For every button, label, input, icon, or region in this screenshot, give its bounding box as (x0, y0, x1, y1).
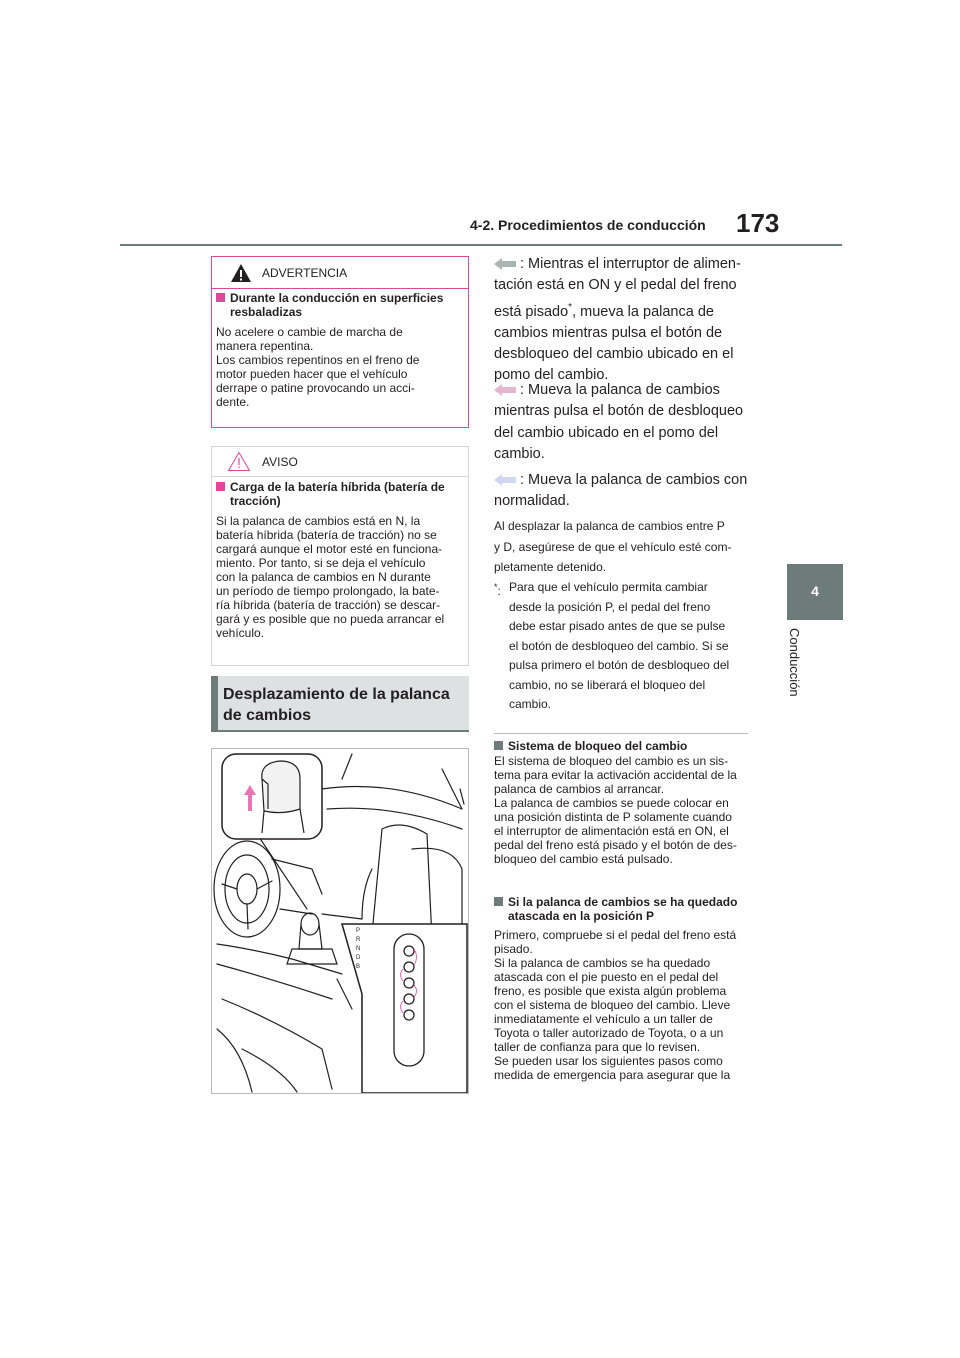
text-line: atascada con el pie puesto en el pedal del (494, 970, 719, 984)
bullet-square-icon (494, 741, 503, 750)
text-line: Primero, compruebe si el pedal del freno está (494, 928, 737, 942)
text-line: con la palanca de cambios en N durante (216, 570, 431, 584)
footnote-body (494, 578, 756, 715)
text-line: cambio. (494, 445, 545, 462)
heading-bar (211, 676, 218, 732)
text-line: pletamente detenido. (494, 560, 607, 574)
text-line: con el sistema de bloqueo del cambio. Lleve (494, 998, 731, 1012)
gray-arrow-icon (494, 258, 516, 270)
text-line: tación está en ON y el pedal del freno (494, 277, 737, 294)
text-line: una posición distinta de P solamente cuando (494, 810, 732, 824)
text-line: pedal del freno está pisado y el botón de des- (494, 838, 737, 852)
text-line (494, 380, 756, 401)
gear-label-r: R (356, 937, 361, 943)
gear-label-b: B (356, 964, 361, 970)
instruction-3-text: : Mueva la palanca de cambios con (520, 472, 748, 488)
shift-lever-illustration (211, 748, 469, 1094)
text-line: derrape o patine provocando un acci- (216, 381, 415, 395)
text-line: No acelere o cambie de marcha de (216, 325, 403, 339)
warning-header (212, 257, 468, 289)
text-line: desde la posición P, el pedal del freno (509, 599, 711, 614)
warning-triangle-icon (230, 263, 252, 283)
text-line: cambios mientras pulsa el botón de (494, 324, 723, 341)
text-line: gará y es posible que no pueda arrancar el (216, 612, 445, 626)
text-line: cargará aunque el motor esté en funciona- (216, 542, 443, 556)
notice-box (211, 446, 469, 666)
notice-title: AVISO (262, 455, 298, 469)
instruction-1-text: : Mientras el interruptor de alimen- (520, 256, 741, 272)
heading-line: Desplazamiento de la palanca (223, 686, 450, 703)
text-line: batería híbrida (batería de tracción) no se (216, 528, 437, 542)
text-span: está pisado (494, 303, 569, 320)
text-line: Si la palanca de cambios está en N, la (216, 514, 421, 528)
stuck-body (494, 928, 752, 1082)
warning-content (216, 291, 462, 409)
text-line: un período de tiempo prolongado, la bate- (216, 584, 440, 598)
section-title: 4-2. Procedimientos de conducción (470, 217, 706, 233)
notice-body (216, 514, 462, 640)
text-line: tema para evitar la activación accidental de la (494, 768, 737, 782)
shift-lock-body (494, 754, 752, 866)
warning-box (211, 256, 469, 428)
text-line: ría híbrida (batería de tracción) se descar- (216, 598, 441, 612)
text-line: Al desplazar la palanca de cambios entre P (494, 519, 725, 533)
warning-heading (216, 291, 462, 319)
notice-header (212, 447, 468, 477)
instruction-2-text: : Mueva la palanca de cambios (520, 382, 720, 398)
notice-heading (216, 480, 462, 508)
pink-arrow-icon (494, 384, 516, 396)
text-line: Para que el vehículo permita cambiar (509, 580, 708, 594)
text-line: manera repentina. (216, 339, 314, 353)
gear-label-p: P (356, 928, 361, 934)
text-line: pomo del cambio. (494, 367, 609, 384)
text-line: inmediatamente el vehículo a un taller de (494, 1012, 713, 1026)
text-line: el botón de desbloqueo del cambio. Si se (509, 638, 729, 653)
light-arrow-icon (494, 474, 516, 486)
footnote-mark: * (568, 301, 573, 313)
text-line (494, 254, 756, 275)
text-line: El sistema de bloqueo del cambio es un sis- (494, 754, 729, 768)
text-line: el interruptor de alimentación está en ON, el (494, 824, 729, 838)
text-line: Los cambios repentinos en el freno de (216, 353, 420, 367)
heading-line: atascada en la posición P (508, 909, 655, 923)
text-line: pulsa primero el botón de desbloqueo del (509, 658, 730, 672)
page-number: 173 (736, 208, 780, 238)
heading-line: de cambios (223, 707, 312, 724)
shift-lock-heading-text: Sistema de bloqueo del cambio (508, 739, 688, 753)
text-line: dente. (216, 395, 250, 409)
text-line: cambio. (509, 697, 552, 711)
text-line: desbloqueo del cambio ubicado en el (494, 346, 734, 363)
gear-label-d: D (356, 955, 361, 961)
heading-line: Si la palanca de cambios se ha quedado (508, 895, 738, 909)
instruction-3 (494, 470, 756, 513)
text-line: Si la palanca de cambios se ha quedado (494, 956, 711, 970)
car-interior-drawing (212, 749, 468, 1093)
text-line: freno, es posible que exista algún problema (494, 984, 727, 998)
text-line: del cambio ubicado en el pomo del (494, 424, 719, 441)
warning-body (216, 325, 462, 409)
text-line: debe estar pisado antes de que se pulse (509, 619, 726, 633)
notice-heading-text: Carga de la batería híbrida (batería de tracción) (230, 480, 445, 508)
text-line: pisado. (494, 942, 533, 956)
text-line: mientras pulsa el botón de desbloqueo (494, 403, 744, 420)
text-line: normalidad. (494, 493, 570, 510)
footnote (494, 578, 756, 715)
header-rule (120, 244, 842, 246)
section-heading-text (223, 684, 463, 726)
section-heading (211, 676, 469, 732)
chapter-number: 4 (811, 583, 819, 599)
text-line (494, 297, 756, 323)
text-line: taller de confianza para que lo revisen. (494, 1040, 701, 1054)
warning-heading-text: Durante la conducción en superficies resbaladizas (230, 291, 444, 319)
gear-label-n: N (356, 946, 361, 952)
warning-title: ADVERTENCIA (262, 266, 348, 280)
text-line: La palanca de cambios se puede colocar en (494, 796, 729, 810)
chapter-label (787, 628, 807, 728)
text-line: y D, asegúrese de que el vehículo esté com- (494, 539, 732, 554)
bullet-square-icon (216, 482, 225, 491)
text-line: Toyota o taller autorizado de Toyota, o a un (494, 1026, 724, 1040)
text-line: Se pueden usar los siguientes pasos como (494, 1054, 723, 1068)
stuck-in-p-section (494, 895, 752, 1082)
instruction-2 (494, 380, 756, 465)
text-line: bloqueo del cambio está pulsado. (494, 852, 673, 866)
text-line: medida de emergencia para asegurar que la (494, 1068, 731, 1082)
divider (494, 733, 748, 734)
text-line: vehículo. (216, 626, 265, 640)
shift-p-d-note (494, 516, 756, 578)
bullet-square-icon (494, 897, 503, 906)
stuck-heading (494, 895, 752, 923)
text-line: motor pueden hacer que el vehículo (216, 367, 408, 381)
shift-lock-heading (494, 739, 752, 753)
footnote-colon: : (497, 584, 501, 598)
text-line (494, 470, 756, 491)
footnote-star: * (494, 582, 498, 592)
footnote-label (494, 578, 501, 602)
notice-content (216, 480, 462, 640)
bullet-square-icon (216, 293, 225, 302)
chapter-label-text: Conducción (787, 628, 802, 697)
text-line: miento. Por tanto, si se deja el vehículo (216, 556, 426, 570)
text-line: palanca de cambios al arrancar. (494, 782, 665, 796)
text-span: , mueva la palanca de (572, 303, 714, 320)
shift-lock-section (494, 739, 752, 866)
text-line: cambio, no se liberará el bloqueo del (509, 677, 706, 692)
instruction-1 (494, 254, 756, 387)
stuck-heading-text (508, 895, 737, 923)
caution-triangle-icon (227, 451, 251, 472)
